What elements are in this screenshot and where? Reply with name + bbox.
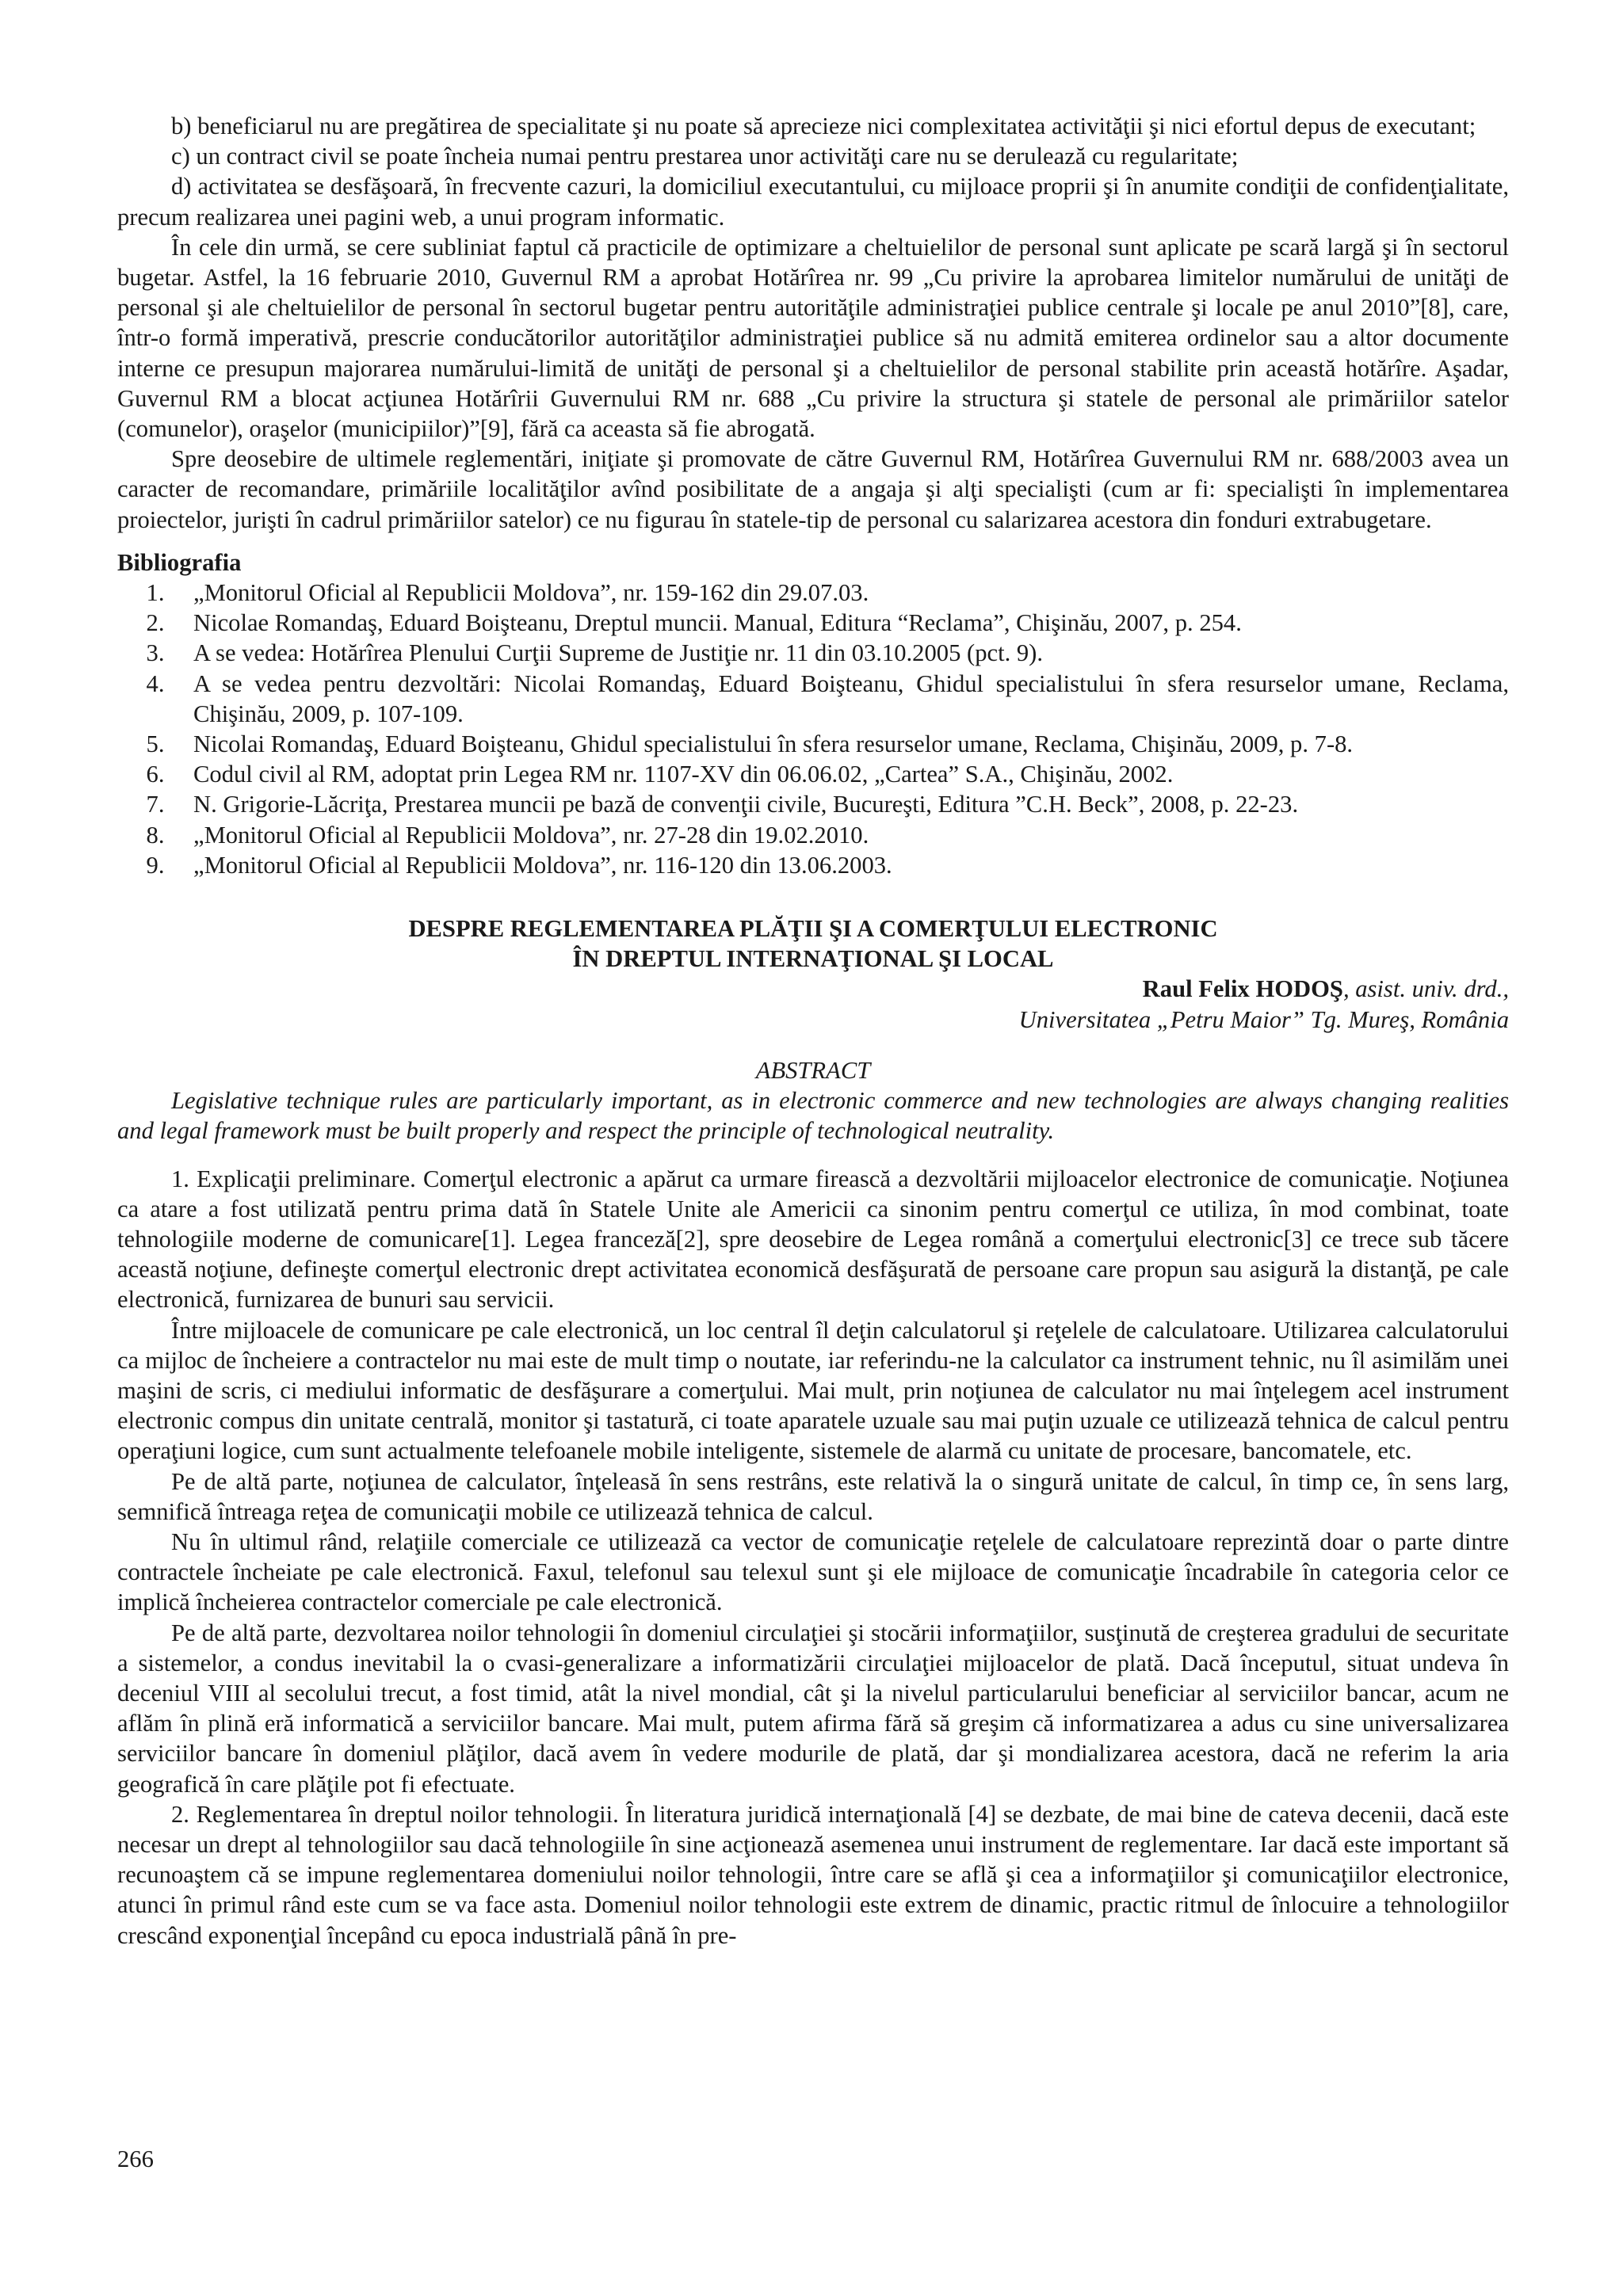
page-number: 266 (117, 2145, 154, 2172)
bibliography-item (117, 789, 1509, 819)
abstract-text: Legislative technique rules are particularly important, as in electronic commerce and new technologies are always changing realities and legal framework must be built properly and respect the principle of technological neutrality. (117, 1087, 1509, 1145)
bibliography-number: 8. (146, 821, 165, 849)
bibliography-text: Nicolai Romandaş, Eduard Boişteanu, Ghidul specialistului în sfera resurselor umane, Reclama, Chişinău, 2009, p. 7-8. (193, 730, 1354, 758)
author-affiliation (117, 1005, 1509, 1035)
bibliography-item (117, 608, 1509, 638)
paragraph: Spre deosebire de ultimele reglementări, iniţiate şi promovate de către Guvernul RM, Hotărîrea Guvernului RM nr. 688/2003 avea un caracter de recomandare, primăriile localităţilor avînd posibilitate de a angaja şi alţi specialişti (cum ar fi: specialişti în implementarea proiectelor, jurişti în cadrul primăriilor satelor) ce nu figurau în statele-tip de personal cu salarizarea acestora din fonduri extrabugetare. (117, 445, 1509, 533)
bibliography-item (117, 578, 1509, 608)
paragraph: c) un contract civil se poate încheia numai pentru prestarea unor activităţi care nu se derulează cu regularitate; (171, 143, 1239, 170)
bibliography-text: N. Grigorie-Lăcriţa, Prestarea muncii pe bază de convenţii civile, Bucureşti, Editura ”C.H. Beck”, 2008, p. 22-23. (193, 791, 1299, 818)
bibliography-item (117, 820, 1509, 850)
paragraph: Nu în ultimul rând, relaţiile comerciale ce utilizează ca vector de comunicaţie reţelele de calculatoare reprezintă doar o parte dintre contractele încheiate pe cale electronică. Faxul, telefonul sau telexul sunt şi ele mijloace de comunicaţie încadrabile în categoria celor ce implică încheierea contractelor comerciale pe cale electronică. (117, 1527, 1509, 1616)
bibliography-number: 7. (146, 791, 165, 818)
bibliography-text: „Monitorul Oficial al Republicii Moldova”, nr. 116-120 din 13.06.2003. (193, 851, 892, 879)
author-line (117, 974, 1509, 1004)
article-title (117, 913, 1509, 974)
bibliography-number: 1. (146, 579, 165, 607)
paragraph: În cele din urmă, se cere subliniat faptul că practicile de optimizare a cheltuielilor de personal sunt aplicate pe scară largă şi în sectorul bugetar. Astfel, la 16 februarie 2010, Guvernul RM a aprobat Hotărîrea nr. 99 „Cu privire la aprobarea limitelor numărului de unităţi de personal şi ale cheltuielilor de personal în sectorul bugetar pentru autorităţile administraţiei publice centrale şi locale pe anul 2010”[8], care, într-o formă imperativă, prescrie conducătorilor autorităţilor administraţiei publice să nu admită emiterea ordinelor sau a altor documente interne ce presupun majorarea numărului-limită de unităţi de personal şi a cheltuielilor de personal stabilite prin această hotărîre. Aşadar, Guvernul RM a blocat acţiunea Hotărîrii Guvernului RM nr. 688 „Cu privire la structura şi statele de personal ale primăriilor satelor (comunelor), oraşelor (municipiilor)”[9], fără ca aceasta să fie abrogată. (117, 233, 1509, 443)
bibliography-number: 3. (146, 639, 165, 667)
bibliography-list (117, 578, 1509, 880)
bibliography-number: 4. (146, 669, 165, 697)
bibliography-text: „Monitorul Oficial al Republicii Moldova”, nr. 27-28 din 19.02.2010. (193, 821, 869, 849)
bibliography-item (117, 850, 1509, 880)
paragraph: 2. Reglementarea în dreptul noilor tehnologii. În literatura juridică internaţională [4] se dezbate, de mai bine de cateva decenii, dacă este necesar un drept al tehnologiilor sau dacă tehnologiile în sine acţionează asemenea unui instrument de reglementare. Iar dacă este important să recunoaştem că se impune reglementarea domeniului noilor tehnologii, între care se află şi cea a informaţiilor şi comunicaţiilor electronice, atunci în primul rând este cum se va face asta. Domeniul noilor tehnologii este extrem de dinamic, practic ritmul de înlocuire a tehnologiilor crescând exponenţial începând cu epoca industrială până în pre- (117, 1800, 1509, 1949)
bibliography-number: 5. (146, 730, 165, 758)
author-name: Raul Felix HODOŞ (1142, 975, 1343, 1003)
article-title-line: ÎN DREPTUL INTERNAŢIONAL ŞI LOCAL (572, 945, 1054, 973)
affiliation-text: Universitatea „Petru Maior” Tg. Mureş, România (1018, 1005, 1509, 1033)
page-content (117, 111, 1509, 1951)
paragraph: Pe de altă parte, dezvoltarea noilor tehnologii în domeniul circulaţiei şi stocării informaţiilor, susţinută de creşterea gradului de securitate a sistemelor, a condus inevitabil la o cvasi-generalizare a informatizării circulaţiei mijloacelor de plată. Dacă începutul, situat undeva în deceniul VIII al secolului trecut, a fost timid, atât la nivel mondial, cât şi la nivelul particularului beneficiar al serviciilor bancar, acum ne aflăm în plină eră informatică a serviciilor bancare. Mai mult, putem afirma fără să greşim că informatizarea a adus cu sine universalizarea serviciilor bancare în domeniul plăţilor, dacă avem în vedere modurile de plată, dar şi mondializarea acestora, dacă ne referim la aria geografică în care plăţile pot fi efectuate. (117, 1619, 1509, 1798)
paragraph: 1. Explicaţii preliminare. Comerţul electronic a apărut ca urmare firească a dezvoltării mijloacelor electronice de comunicaţie. Noţiunea ca atare a fost utilizată pentru prima dată în Statele Unite ale Americii ca sinonim pentru comerţul ce utiliza, în mod combinat, toate tehnologiile moderne de comunicare[1]. Legea franceză[2], spre deosebire de Legea română a comerţului electronic[3] ce trece sub tăcere această noţiune, defineşte comerţul electronic drept activitatea economică desfăşurată de persoane care propun sau asigură la distanţă, pe cale electronică, furnizarea de bunuri sau servicii. (117, 1165, 1509, 1314)
bibliography-text: Codul civil al RM, adoptat prin Legea RM nr. 1107-XV din 06.06.02, „Cartea” S.A., Chişinău, 2002. (193, 761, 1174, 788)
bibliography-item (117, 729, 1509, 759)
bibliography-number: 6. (146, 761, 165, 788)
paragraph: Între mijloacele de comunicare pe cale electronică, un loc central îl deţin calculatorul şi reţelele de calculatoare. Utilizarea calculatorului ca mijloc de încheiere a contractelor nu mai este de mult timp o noutate, iar referindu-ne la calculator ca instrument tehnic, nu îl asimilăm unei maşini de scris, ci mediului informatic de desfăşurare a comerţului. Mai mult, prin noţiunea de calculator nu mai înţelegem acel instrument electronic compus din unitate centrală, monitor şi tastatură, ci toate aparatele uzuale sau mai puţin uzuale ce utilizează tehnica de calcul pentru operaţiuni logice, cum sunt actualmente telefoanele mobile inteligente, sistemele de alarmă cu unitate de procesare, bancomatele, etc. (117, 1316, 1509, 1465)
bibliography-text: A se vedea pentru dezvoltări: Nicolai Romandaş, Eduard Boişteanu, Ghidul specialistului în sfera resurselor umane, Reclama, Chişinău, 2009, p. 107-109. (193, 669, 1509, 727)
bibliography-item (117, 669, 1509, 729)
bibliography-number: 9. (146, 851, 165, 879)
abstract-title: ABSTRACT (755, 1056, 871, 1084)
bibliography-item (117, 759, 1509, 789)
author-title: , asist. univ. drd., (1342, 975, 1509, 1003)
paragraph: Pe de altă parte, noţiunea de calculator, înţeleasă în sens restrâns, este relativă la o singură unitate de calcul, în timp ce, în sens larg, semnifică întreaga reţea de comunicaţii mobile ce utilizează tehnica de calcul. (117, 1467, 1509, 1525)
bibliography-number: 2. (146, 609, 165, 637)
bibliography-text: Nicolae Romandaş, Eduard Boişteanu, Dreptul muncii. Manual, Editura “Reclama”, Chişinău, 2007, p. 254. (193, 609, 1242, 637)
bibliography-item (117, 638, 1509, 668)
article-title-line: DESPRE REGLEMENTAREA PLĂŢII ŞI A COMERŢULUI ELECTRONIC (408, 915, 1218, 943)
paragraph: b) beneficiarul nu are pregătirea de specialitate şi nu poate să aprecieze nici complexitatea activităţii şi nici efortul depus de executant; (171, 113, 1476, 139)
bibliography-text: „Monitorul Oficial al Republicii Moldova”, nr. 159-162 din 29.07.03. (193, 579, 869, 607)
paragraph: d) activitatea se desfăşoară, în frecvente cazuri, la domiciliul executantului, cu mijloace proprii şi în anumite condiţii de confidenţialitate, precum realizarea unei pagini web, a unui program informatic. (117, 173, 1509, 231)
bibliography-text: A se vedea: Hotărîrea Plenului Curţii Supreme de Justiţie nr. 11 din 03.10.2005 (pct. 9). (193, 639, 1044, 667)
bibliography-title: Bibliografia (117, 548, 242, 576)
